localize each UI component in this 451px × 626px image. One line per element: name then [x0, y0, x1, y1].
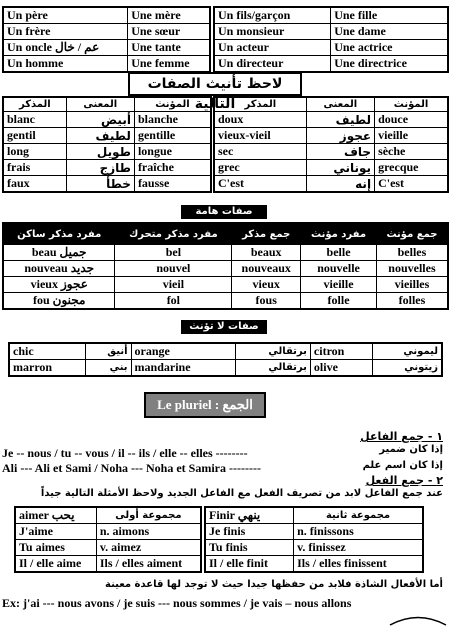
sec1-name-line: Ali --- Ali et Sami / Noha --- Noha et Samira --------	[2, 461, 261, 475]
feminine-table-right	[213, 96, 449, 193]
table-cell: v. finissez	[294, 540, 423, 556]
sec1-title: ١ - جمع الفاعل	[360, 430, 443, 443]
table-cell: fous	[232, 293, 301, 310]
table-row	[3, 261, 448, 277]
vocab-table-left	[2, 6, 211, 73]
table-cell: Il / elle aime	[15, 556, 96, 573]
sec2-explanation: عند جمع الفاعل لابد من تصريف الفعل مع الفاعل الجديد ولاحظ الأمثلة التالية جيداً	[40, 488, 443, 499]
table-cell: faux	[3, 176, 66, 193]
feminine-table-left	[2, 96, 212, 193]
table-row	[3, 112, 211, 128]
table-cell: زيتوني	[372, 360, 442, 377]
table-cell: vieil	[115, 277, 232, 293]
table-cell: J'aime	[15, 524, 96, 540]
table-header-row	[3, 97, 211, 112]
table-cell: خطأ	[66, 176, 134, 193]
table-cell: بني	[86, 360, 131, 377]
table-row	[3, 56, 210, 73]
table-cell: sec	[214, 144, 306, 160]
table-cell: Il / elle finit	[205, 556, 294, 573]
table-cell: أبيض	[66, 112, 134, 128]
table-header: المعنى	[66, 97, 134, 112]
table-cell: fausse	[134, 176, 211, 193]
table-cell: doux	[214, 112, 306, 128]
table-cell: n. finissons	[294, 524, 423, 540]
table-cell: citron	[310, 343, 372, 360]
irregular-note: أما الأفعال الشاذة فلابد من حفظها جيدا حيث لا توجد لها قاعدة معينة	[105, 579, 443, 590]
table-row	[3, 293, 448, 310]
table-cell: لطيف	[66, 128, 134, 144]
table-row	[9, 360, 442, 377]
table-cell: ليموني	[372, 343, 442, 360]
table-cell: Ils / elles aiment	[96, 556, 201, 573]
table-row	[15, 556, 201, 573]
table-cell: folles	[376, 293, 448, 310]
table-cell: nouvelle	[301, 261, 377, 277]
vocab-table-right	[213, 6, 449, 73]
table-cell: طازج	[66, 160, 134, 176]
table-header: المؤنث	[375, 97, 448, 112]
table-row	[3, 40, 210, 56]
vocab-cell: Une fille	[331, 7, 448, 24]
table-cell: gentil	[3, 128, 66, 144]
table-row	[3, 7, 210, 24]
vocab-cell: Une femme	[128, 56, 210, 73]
table-cell: n. aimons	[96, 524, 201, 540]
table-cell: fou مجنون	[3, 293, 115, 310]
table-cell: Je finis	[205, 524, 294, 540]
table-row	[214, 7, 448, 24]
table-cell: olive	[310, 360, 372, 377]
table-cell: blanche	[134, 112, 211, 128]
table-row	[3, 160, 211, 176]
table-cell: أنيق	[86, 343, 131, 360]
vocab-cell: Un homme	[3, 56, 128, 73]
table-row	[3, 277, 448, 293]
table-cell: belle	[301, 245, 377, 261]
table-cell: برتقالي	[235, 343, 310, 360]
table-row	[205, 524, 423, 540]
vocab-cell: Une mère	[128, 7, 210, 24]
vocab-cell: Un frère	[3, 24, 128, 40]
table-cell: long	[3, 144, 66, 160]
vocab-cell: Un monsieur	[214, 24, 331, 40]
table-cell: marron	[9, 360, 86, 377]
table-cell: sèche	[375, 144, 448, 160]
table-cell: Ils / elles finissent	[294, 556, 423, 573]
table-cell: chic	[9, 343, 86, 360]
table-cell: Tu aimes	[15, 540, 96, 556]
feminine-title-text: لاحظ تأنيث الصفات التالية	[147, 76, 283, 112]
table-cell: برتقالي	[235, 360, 310, 377]
table-cell: gentille	[134, 128, 211, 144]
vocab-cell: Un acteur	[214, 40, 331, 56]
table-row	[214, 112, 448, 128]
table-cell: vieilles	[376, 277, 448, 293]
table-row	[15, 524, 201, 540]
sec1-pronoun-line: Je -- nous / tu -- vous / il -- ils / elle -- elles --------	[2, 446, 248, 460]
table-cell: bel	[115, 245, 232, 261]
corner-decoration	[388, 612, 448, 626]
table-header: مجموعة أولى	[96, 507, 201, 524]
table-row	[214, 144, 448, 160]
table-row	[205, 556, 423, 573]
table-cell: vieille	[375, 128, 448, 144]
table-header-row	[3, 223, 448, 245]
sec1-note-name: إذا كان اسم علم	[362, 460, 443, 471]
table-cell: vieille	[301, 277, 377, 293]
table-cell: grec	[214, 160, 306, 176]
table-cell: nouvelles	[376, 261, 448, 277]
table-cell: beaux	[232, 245, 301, 261]
table-header: مفرد مذكر ساكن	[3, 223, 115, 245]
table-cell: nouveaux	[232, 261, 301, 277]
conjugation-table-aimer	[14, 506, 202, 573]
table-header: المؤنث	[134, 97, 211, 112]
table-cell: يوناني	[306, 160, 374, 176]
table-cell: vieux عجوز	[3, 277, 115, 293]
vocab-cell: Une directrice	[331, 56, 448, 73]
table-header-row	[205, 507, 423, 524]
table-header: المعنى	[306, 97, 374, 112]
table-cell: fraîche	[134, 160, 211, 176]
table-cell: C'est	[375, 176, 448, 193]
table-row	[214, 24, 448, 40]
table-cell: vieux-vieil	[214, 128, 306, 144]
table-row	[3, 144, 211, 160]
pluriel-banner-text: Le pluriel : الجمع	[157, 397, 253, 412]
invariable-adjectives-table	[8, 342, 443, 377]
table-cell: blanc	[3, 112, 66, 128]
table-header: جمع مؤنث	[376, 223, 448, 245]
table-cell: longue	[134, 144, 211, 160]
table-cell: طويل	[66, 144, 134, 160]
table-cell: folle	[301, 293, 377, 310]
table-cell: orange	[131, 343, 235, 360]
table-header: جمع مذكر	[232, 223, 301, 245]
table-cell: جاف	[306, 144, 374, 160]
table-cell: mandarine	[131, 360, 235, 377]
table-cell: nouvel	[115, 261, 232, 277]
invariable-title: صفات لا تؤنث	[181, 320, 267, 334]
vocab-cell: Une actrice	[331, 40, 448, 56]
table-cell: belles	[376, 245, 448, 261]
table-row	[3, 128, 211, 144]
table-header-row	[214, 97, 448, 112]
vocab-cell: Un père	[3, 7, 128, 24]
table-row	[3, 245, 448, 261]
pluriel-banner	[144, 392, 266, 418]
table-cell: لطيف	[306, 112, 374, 128]
table-header: aimer يحب	[15, 507, 96, 524]
table-cell: Tu finis	[205, 540, 294, 556]
table-row	[9, 343, 442, 360]
important-title: صفات هامة	[181, 205, 267, 219]
table-cell: beau جميل	[3, 245, 115, 261]
table-header: Finir ينهي	[205, 507, 294, 524]
table-cell: grecque	[375, 160, 448, 176]
table-cell: douce	[375, 112, 448, 128]
table-cell: fol	[115, 293, 232, 310]
vocab-cell: Une tante	[128, 40, 210, 56]
table-cell: vieux	[232, 277, 301, 293]
table-row	[214, 160, 448, 176]
table-cell: nouveau جديد	[3, 261, 115, 277]
vocab-cell: Un directeur	[214, 56, 331, 73]
table-row	[205, 540, 423, 556]
sec2-title: ٢ - جمع الفعل	[365, 474, 443, 487]
important-adjectives-table	[2, 222, 449, 310]
table-cell: عجوز	[306, 128, 374, 144]
example-line: Ex: j'ai --- nous avons / je suis --- nous sommes / je vais – nous allons	[2, 596, 352, 610]
table-row	[3, 176, 211, 193]
table-header-row	[15, 507, 201, 524]
sec1-note-pronoun: إذا كان ضمير	[379, 444, 443, 455]
table-header: المذكر	[3, 97, 66, 112]
table-cell: v. aimez	[96, 540, 201, 556]
table-row	[214, 56, 448, 73]
table-cell: إنه	[306, 176, 374, 193]
table-row	[214, 176, 448, 193]
table-row	[3, 24, 210, 40]
table-header: المذكر	[214, 97, 306, 112]
table-header: مفرد مذكر متحرك	[115, 223, 232, 245]
table-header: مجموعة ثانية	[294, 507, 423, 524]
table-cell: C'est	[214, 176, 306, 193]
conjugation-table-finir	[204, 506, 424, 573]
table-cell: frais	[3, 160, 66, 176]
vocab-cell: Une dame	[331, 24, 448, 40]
table-row	[214, 128, 448, 144]
vocab-cell: Un fils/garçon	[214, 7, 331, 24]
table-header: مفرد مؤنث	[301, 223, 377, 245]
vocab-cell: Une sœur	[128, 24, 210, 40]
vocab-cell: Un oncle عم / خال	[3, 40, 128, 56]
table-row	[214, 40, 448, 56]
table-row	[15, 540, 201, 556]
